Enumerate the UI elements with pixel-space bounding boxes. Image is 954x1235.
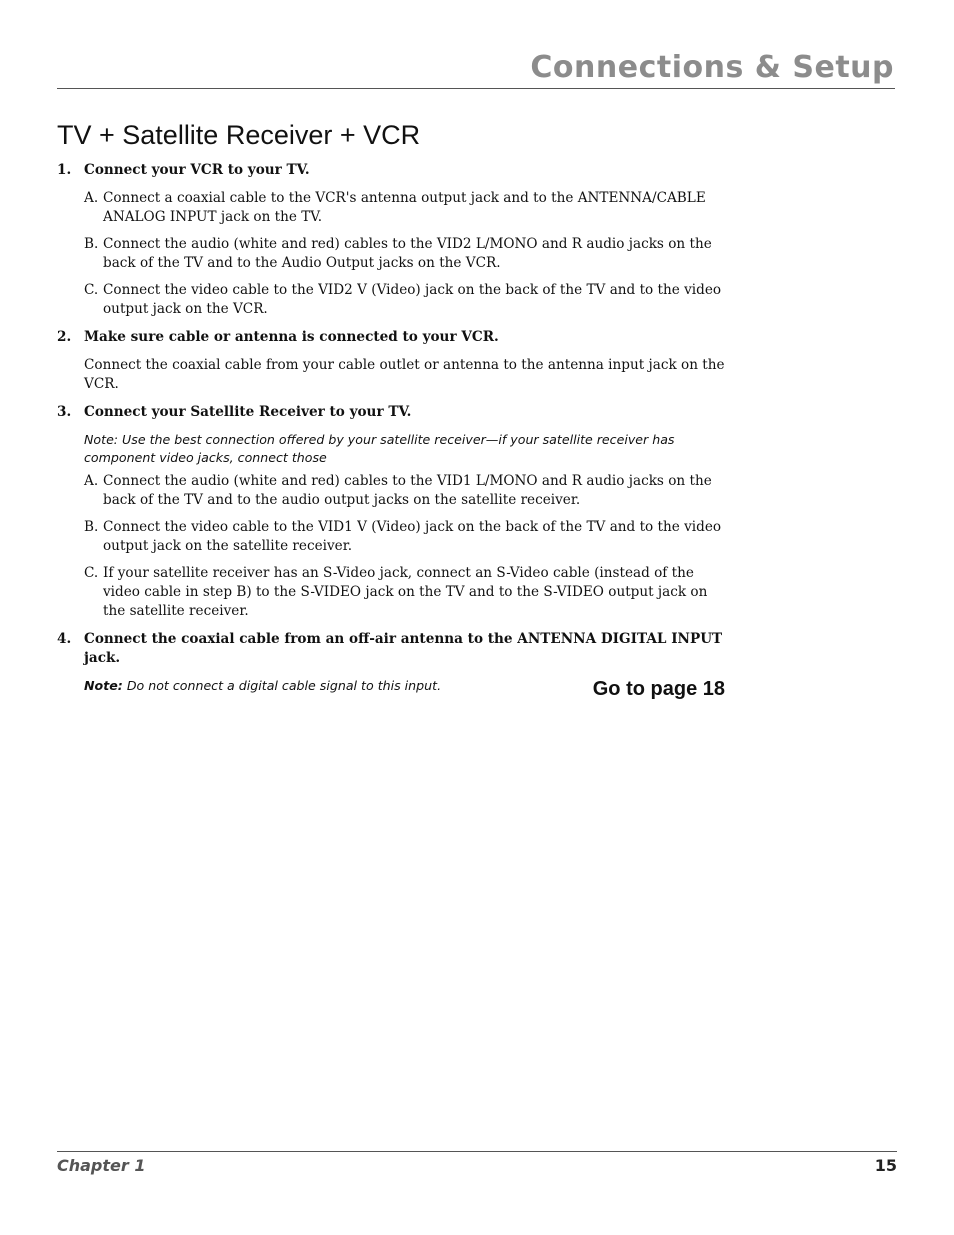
footer-chapter: Chapter 1 [57, 1156, 146, 1175]
sub-text: Connect the video cable to the VID2 V (Video) jack on the back of the TV and to the video output jack on the VCR. [103, 282, 722, 317]
step-number: 2. [57, 329, 72, 345]
note-label: Note: [84, 678, 123, 693]
sub-letter: C. [84, 565, 99, 581]
sub-text: If your satellite receiver has an S-Video jack, connect an S-Video cable (instead of the video cable in step B) to the S-VIDEO jack on the TV and to the S-VIDEO output jack on the satellite receiver. [103, 565, 708, 619]
step-4 [57, 630, 727, 668]
instructions [57, 161, 727, 695]
sub-text: Connect the audio (white and red) cables to the VID2 L/MONO and R audio jacks on the back of the TV and to the Audio Output jacks on the VCR. [103, 236, 712, 271]
step-title: Connect your Satellite Receiver to your TV. [84, 404, 412, 420]
note: Note: Use the best connection offered by your satellite receiver—if your satellite receiver has component video jacks, connect those [84, 432, 675, 465]
sub-item [84, 472, 727, 510]
sub-item [84, 189, 727, 227]
sub-text: Connect the audio (white and red) cables to the VID1 L/MONO and R audio jacks on the back of the TV and to the audio output jacks on the satellite receiver. [103, 473, 712, 508]
step-title: Make sure cable or antenna is connected to your VCR. [84, 329, 499, 345]
step-title: Connect your VCR to your TV. [84, 162, 310, 178]
goto-page: Go to page 18 [592, 678, 725, 700]
sub-letter: A. [84, 190, 99, 206]
step-number: 4. [57, 631, 72, 647]
step-number: 3. [57, 404, 72, 420]
sub-item [84, 518, 727, 556]
sub-letter: B. [84, 519, 99, 535]
sub-item [84, 281, 727, 319]
step-text: Connect the coaxial cable from your cable outlet or antenna to the antenna input jack on the VCR. [84, 357, 725, 392]
sub-letter: A. [84, 473, 99, 489]
step-2 [57, 328, 727, 347]
sub-item [84, 564, 727, 621]
step-title: Connect the coaxial cable from an off-air antenna to the ANTENNA DIGITAL INPUT jack. [84, 631, 723, 666]
sub-letter: B. [84, 236, 99, 252]
section-title: TV + Satellite Receiver + VCR [57, 120, 421, 150]
sub-letter: C. [84, 282, 99, 298]
header-title: Connections & Setup [530, 50, 894, 85]
sub-text: Connect a coaxial cable to the VCR's antenna output jack and to the ANTENNA/CABLE ANALOG INPUT jack on the TV. [103, 190, 706, 225]
footer-page-number: 15 [874, 1156, 897, 1175]
step-number: 1. [57, 162, 72, 178]
sub-item [84, 235, 727, 273]
step-1 [57, 161, 727, 180]
footer-rule [57, 1151, 897, 1152]
sub-text: Connect the video cable to the VID1 V (Video) jack on the back of the TV and to the video output jack on the satellite receiver. [103, 519, 722, 554]
header-rule [57, 88, 895, 89]
step-3 [57, 403, 727, 422]
note-text: Do not connect a digital cable signal to this input. [126, 678, 442, 693]
